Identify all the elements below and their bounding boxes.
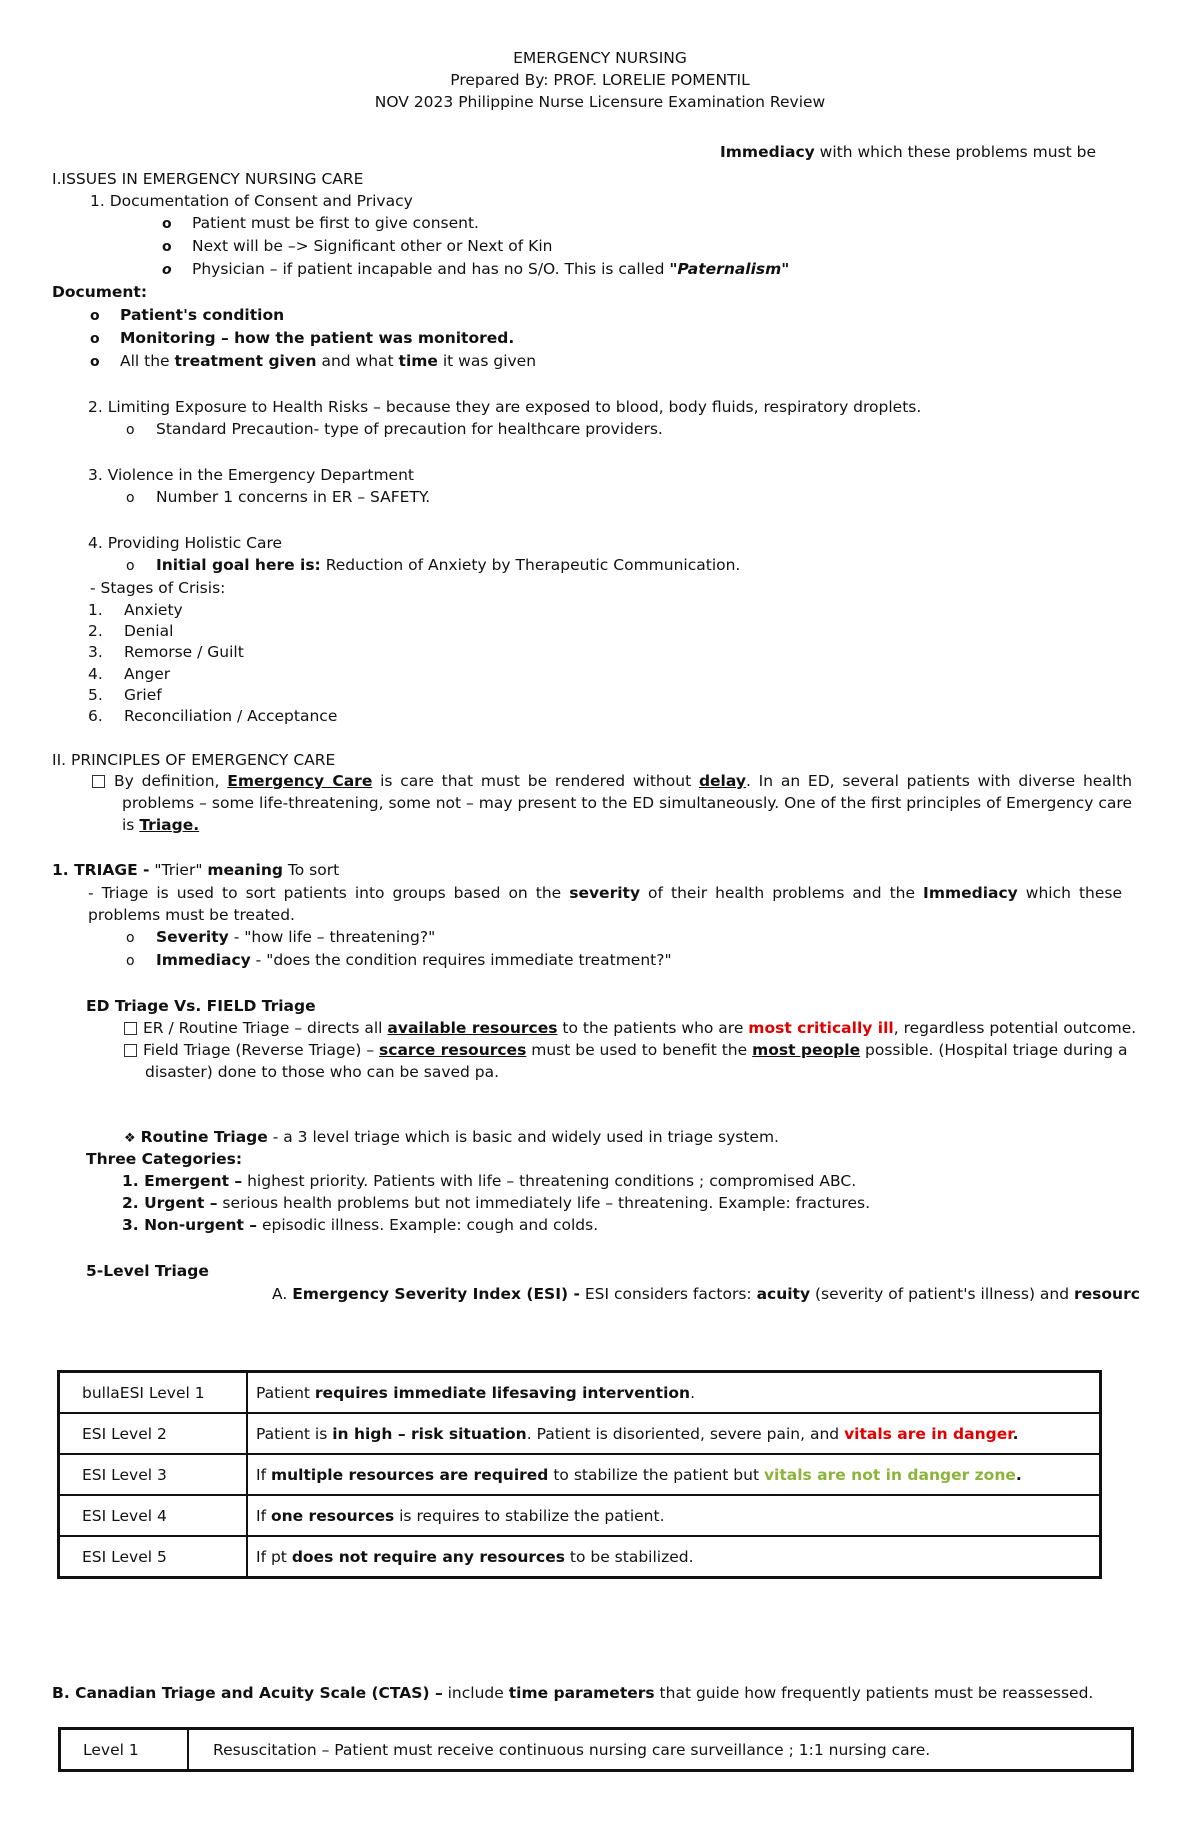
five-level-heading: 5-Level Triage — [86, 1262, 209, 1280]
item-2-title: 2. Limiting Exposure to Health Risks – because they are exposed to blood, body fluids, respiratory droplets. — [88, 398, 922, 416]
list-item: o Standard Precaution- type of precaution for healthcare providers. — [126, 420, 663, 438]
categories-heading: Three Categories: — [86, 1150, 243, 1168]
list-item: 5. Grief — [88, 686, 162, 704]
esi-desc-cell: If multiple resources are required to stabilize the patient but vitals are not in danger zone. — [247, 1454, 1101, 1495]
list-item: 2. Urgent – serious health problems but not immediately life – threatening. Example: fractures. — [122, 1194, 870, 1212]
list-item: o Monitoring – how the patient was monitored. — [90, 329, 515, 347]
list-item: ER / Routine Triage – directs all available resources to the patients who are most critically ill, regardless potential outcome. — [124, 1018, 1136, 1038]
checkbox-icon — [124, 1022, 137, 1035]
document-heading: Document: — [52, 283, 148, 301]
table-row — [59, 1413, 1101, 1454]
list-item: o Physician – if patient incapable and has no S/O. This is called "Paternalism" — [162, 260, 790, 278]
list-item: 6. Reconciliation / Acceptance — [88, 707, 338, 725]
list-item: o Number 1 concerns in ER – SAFETY. — [126, 488, 431, 506]
ctas-desc-cell: Resuscitation – Patient must receive continuous nursing care surveillance ; 1:1 nursing care. — [188, 1729, 1133, 1771]
section-2-heading: II. PRINCIPLES OF EMERGENCY CARE — [52, 751, 336, 769]
stray-line: Immediacy with which these problems must be — [720, 143, 1097, 161]
item-3-title: 3. Violence in the Emergency Department — [88, 466, 414, 484]
ctas-table — [58, 1727, 1134, 1772]
esi-desc-cell: If one resources is requires to stabilize the patient. — [247, 1495, 1101, 1536]
table-row — [59, 1536, 1101, 1578]
list-item: 2. Denial — [88, 622, 174, 640]
esi-intro: A. Emergency Severity Index (ESI) - ESI considers factors: acuity (severity of patient's illness) and resourc — [272, 1285, 1140, 1303]
list-item: 3. Remorse / Guilt — [88, 643, 244, 661]
list-item: 3. Non-urgent – episodic illness. Example: cough and colds. — [122, 1216, 599, 1234]
esi-table — [57, 1370, 1102, 1579]
item-1-title: 1. Documentation of Consent and Privacy — [90, 192, 413, 210]
doc-title: EMERGENCY NURSING — [513, 49, 687, 67]
esi-desc-cell: Patient is in high – risk situation. Patient is disoriented, severe pain, and vitals are in danger. — [247, 1413, 1101, 1454]
section-1-heading: I.ISSUES IN EMERGENCY NURSING CARE — [52, 170, 364, 188]
list-item: Field Triage (Reverse Triage) – scarce resources must be used to benefit the most people possible. (Hospital triage during a — [124, 1040, 1128, 1060]
ctas-heading: B. Canadian Triage and Acuity Scale (CTAS) – include time parameters that guide how frequently patients must be reassessed. — [52, 1684, 1094, 1702]
triage-definition: - Triage is used to sort patients into groups based on the severity of their health problems and the Immediacy which these problems must be treated. — [88, 884, 1123, 924]
list-item: 1. Emergent – highest priority. Patients with life – threatening conditions ; compromised ABC. — [122, 1172, 857, 1190]
table-row — [59, 1372, 1101, 1414]
esi-desc-cell: If pt does not require any resources to be stabilized. — [247, 1536, 1101, 1578]
item-4-title: 4. Providing Holistic Care — [88, 534, 283, 552]
list-item: 1. Anxiety — [88, 601, 183, 619]
esi-desc-cell: Patient requires immediate lifesaving intervention. — [247, 1372, 1101, 1414]
emergency-care-paragraph: By definition, Emergency Care is care that must be rendered without delay. In an ED, several patients with diverse health problems – some life-threatening, some not – may present to the ED simultaneously. One of the first principles of Emergency care is Triage. — [114, 772, 1133, 834]
doc-subtitle: NOV 2023 Philippine Nurse Licensure Examination Review — [374, 93, 826, 111]
field-triage-cont: disaster) done to those who can be saved pa. — [145, 1063, 500, 1081]
checkbox-icon — [92, 775, 105, 788]
routine-triage: ❖ Routine Triage - a 3 level triage which is basic and widely used in triage system. — [124, 1128, 779, 1146]
esi-level-cell: ESI Level 5 — [59, 1536, 248, 1578]
table-row — [60, 1729, 1133, 1771]
esi-level-cell: bullaESI Level 1 — [59, 1372, 248, 1414]
diamond-bullet-icon: ❖ — [124, 1131, 136, 1146]
list-item: o Initial goal here is: Reduction of Anxiety by Therapeutic Communication. — [126, 556, 741, 574]
ctas-level-cell: Level 1 — [60, 1729, 189, 1771]
table-row — [59, 1495, 1101, 1536]
checkbox-icon — [124, 1044, 137, 1057]
esi-level-cell: ESI Level 2 — [59, 1413, 248, 1454]
doc-author: Prepared By: PROF. LORELIE POMENTIL — [450, 71, 750, 89]
list-item: o All the treatment given and what time it was given — [90, 352, 537, 370]
esi-level-cell: ESI Level 3 — [59, 1454, 248, 1495]
list-item: o Patient's condition — [90, 306, 285, 324]
table-row — [59, 1454, 1101, 1495]
list-item: 4. Anger — [88, 665, 171, 683]
crisis-heading: - Stages of Crisis: — [90, 579, 226, 597]
list-item: o Patient must be first to give consent. — [162, 214, 479, 232]
triage-heading: 1. TRIAGE - "Trier" meaning To sort — [52, 861, 340, 879]
list-item: o Immediacy - "does the condition requires immediate treatment?" — [126, 951, 672, 969]
list-item: o Next will be –> Significant other or Next of Kin — [162, 237, 553, 255]
esi-level-cell: ESI Level 4 — [59, 1495, 248, 1536]
ed-field-heading: ED Triage Vs. FIELD Triage — [86, 997, 316, 1015]
list-item: o Severity - "how life – threatening?" — [126, 928, 436, 946]
